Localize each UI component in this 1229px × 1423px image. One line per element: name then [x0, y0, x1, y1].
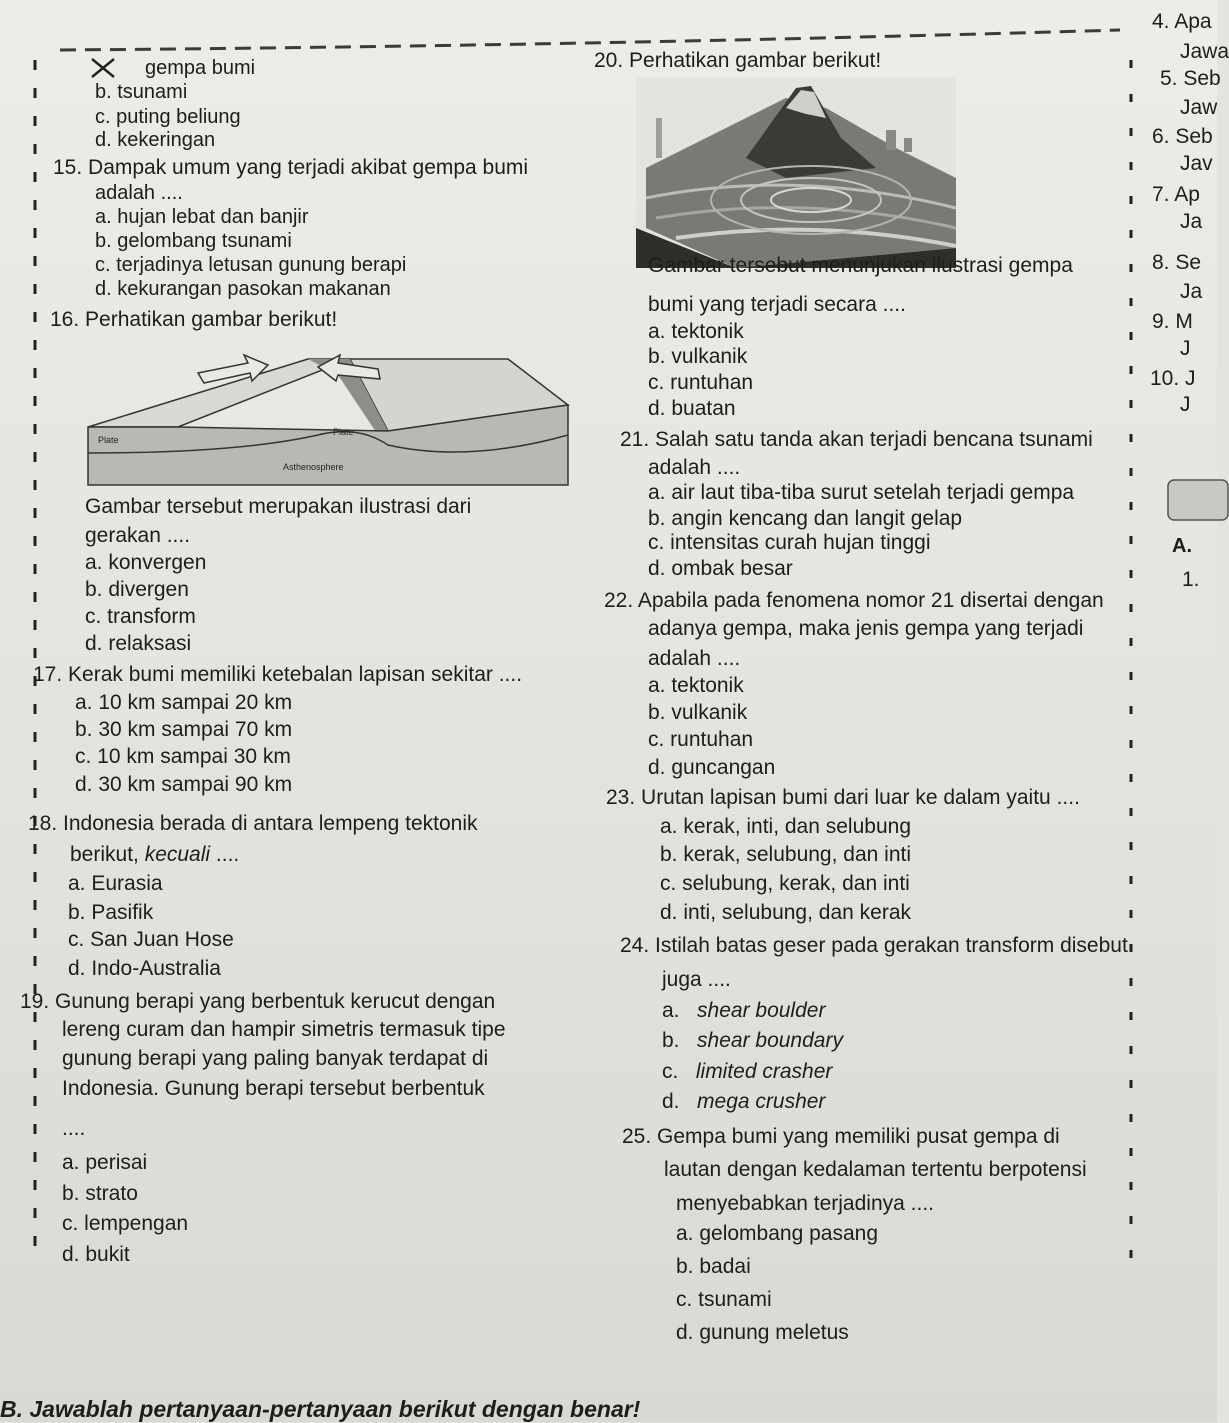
q25-option-a: a. gelombang pasang [676, 1222, 878, 1245]
q24-option-a [662, 1000, 825, 1021]
next-page-fragment [1150, 10, 1229, 660]
next-page-line: Ja [1180, 210, 1203, 233]
q15-option-c: c. terjadinya letusan gunung berapi [95, 254, 407, 276]
answer-box [1166, 478, 1226, 522]
q15-option-d: d. kekurangan pasokan makanan [95, 278, 391, 300]
next-page-line: J [1180, 337, 1191, 360]
q18-option-a: a. Eurasia [68, 872, 163, 895]
q18-option-c: c. San Juan Hose [68, 928, 234, 951]
q24-option-b [662, 1030, 843, 1051]
q25-option-c: c. tsunami [676, 1288, 772, 1311]
q22-option-a: a. tektonik [648, 674, 744, 697]
q24-option-c [662, 1061, 832, 1082]
q24-option-c-text: limited crasher [695, 1060, 833, 1083]
next-page-line: 7. Ap [1152, 183, 1200, 206]
q18-stem-italic: kecuali [144, 843, 211, 866]
q20-option-d: d. buatan [648, 397, 736, 420]
q22-option-c: c. runtuhan [648, 728, 754, 751]
q24-option-d-prefix: d. [662, 1090, 680, 1113]
q18-stem-line2 [70, 844, 239, 865]
next-page-line: A. [1172, 535, 1192, 557]
q20-option-c: c. runtuhan [648, 371, 754, 394]
q18-stem-prefix: berikut, [70, 843, 145, 866]
q25-stem-line2: lautan dengan kedalaman tertentu berpotensi [664, 1158, 1087, 1181]
q22-option-d: d. guncangan [648, 756, 776, 779]
next-page-line: 9. M [1152, 310, 1193, 333]
q21-option-d: d. ombak besar [648, 557, 793, 580]
q19-stem-line5: .... [62, 1117, 86, 1140]
q21-stem-line2: adalah .... [648, 456, 741, 479]
q24-stem-line1: 24. Istilah batas geser pada gerakan transform disebut [620, 934, 1128, 957]
q23-option-a: a. kerak, inti, dan selubung [660, 815, 911, 838]
q25-stem-line1: 25. Gempa bumi yang memiliki pusat gempa di [622, 1125, 1060, 1148]
q19-option-a: a. perisai [62, 1151, 148, 1174]
q25-stem-line3: menyebabkan terjadinya .... [676, 1192, 934, 1215]
q18-option-b: b. Pasifik [68, 901, 154, 924]
q14-option-a: gempa bumi [145, 57, 256, 79]
q21-option-b: b. angin kencang dan langit gelap [648, 507, 963, 530]
q24-option-b-text: shear boundary [697, 1029, 843, 1052]
q24-option-a-prefix: a. [662, 999, 680, 1022]
q18-stem-end: .... [210, 843, 240, 866]
next-page-line: 5. Seb [1160, 67, 1221, 90]
q14-option-b: b. tsunami [95, 81, 188, 103]
q19-option-b: b. strato [62, 1182, 138, 1205]
q15-option-b: b. gelombang tsunami [95, 230, 292, 252]
q23-stem: 23. Urutan lapisan bumi dari luar ke dalam yaitu .... [606, 786, 1080, 809]
q16-option-d: d. relaksasi [85, 632, 192, 655]
q21-option-a: a. air laut tiba-tiba surut setelah terjadi gempa [648, 481, 1075, 504]
q21-option-c: c. intensitas curah hujan tinggi [648, 531, 931, 554]
next-page-line: 1. [1182, 568, 1200, 591]
q19-option-c: c. lempengan [62, 1212, 189, 1235]
dashed-cut-line [60, 28, 1120, 58]
q18-option-d: d. Indo-Australia [68, 957, 221, 980]
q16-option-a: a. konvergen [85, 551, 207, 574]
q19-stem-line4: Indonesia. Gunung berapi tersebut berbentuk [62, 1077, 485, 1100]
q23-option-b: b. kerak, selubung, dan inti [660, 843, 911, 866]
next-page-line: Ja [1180, 280, 1203, 303]
q14-option-d: d. kekeringan [95, 129, 216, 151]
q24-stem-line2: juga .... [662, 968, 731, 991]
q21-stem-line1: 21. Salah satu tanda akan terjadi bencana tsunami [620, 428, 1093, 451]
cross-mark [88, 55, 122, 81]
q16-option-b: b. divergen [85, 578, 189, 601]
q16-option-c: c. transform [85, 605, 196, 628]
next-page-line: Jaw [1180, 96, 1218, 119]
q17-stem: 17. Kerak bumi memiliki ketebalan lapisan sekitar .... [33, 663, 523, 686]
q19-option-d: d. bukit [62, 1243, 130, 1266]
q15-stem-line2: adalah .... [95, 182, 183, 204]
q20-option-b: b. vulkanik [648, 345, 748, 368]
q22-option-b: b. vulkanik [648, 701, 748, 724]
plate-label-right: Plate [333, 427, 354, 437]
q24-option-b-prefix: b. [662, 1029, 680, 1052]
next-page-line: 8. Se [1152, 251, 1202, 274]
q19-stem-line1: 19. Gunung berapi yang berbentuk kerucut dengan [20, 990, 496, 1013]
q16-stem: 16. Perhatikan gambar berikut! [50, 308, 338, 331]
q20-option-a: a. tektonik [648, 320, 744, 343]
q15-option-a: a. hujan lebat dan banjir [95, 206, 309, 228]
next-page-line: 4. Apa [1152, 10, 1212, 33]
binding-marks-left [32, 60, 38, 1260]
q23-option-c: c. selubung, kerak, dan inti [660, 872, 910, 895]
q17-option-c: c. 10 km sampai 30 km [75, 745, 291, 768]
q20-stem: 20. Perhatikan gambar berikut! [594, 49, 882, 72]
next-page-line: Jawa [1180, 40, 1229, 63]
q15-stem-line1: 15. Dampak umum yang terjadi akibat gempa bumi [53, 156, 529, 179]
q17-option-d: d. 30 km sampai 90 km [75, 773, 293, 796]
q20-question-line1: Gambar tersebut menunjukan ilustrasi gempa [648, 254, 1073, 277]
q25-option-b: b. badai [676, 1255, 751, 1278]
next-page-line: J [1180, 393, 1191, 416]
q14-option-c: c. puting beliung [95, 106, 241, 128]
q22-stem-line1: 22. Apabila pada fenomena nomor 21 disertai dengan [604, 589, 1104, 612]
plate-divergence-figure [88, 335, 568, 485]
q16-question-line2: gerakan .... [85, 524, 191, 547]
binding-marks-right [1128, 60, 1134, 1260]
q18-stem-line1: 18. Indonesia berada di antara lempeng tektonik [28, 812, 478, 835]
plate-label-left: Plate [98, 435, 119, 445]
q22-stem-line3: adalah .... [648, 647, 741, 670]
q24-option-d [662, 1091, 825, 1112]
next-page-line: 10. J [1150, 367, 1196, 390]
q19-stem-line2: lereng curam dan hampir simetris termasuk tipe [62, 1018, 506, 1041]
q24-option-d-text: mega crusher [697, 1090, 826, 1113]
q22-stem-line2: adanya gempa, maka jenis gempa yang terjadi [648, 617, 1084, 640]
q23-option-d: d. inti, selubung, dan kerak [660, 901, 911, 924]
q25-option-d: d. gunung meletus [676, 1321, 849, 1344]
next-page-line: Jav [1180, 152, 1213, 175]
q20-question-line2: bumi yang terjadi secara .... [648, 293, 906, 316]
q16-question-line1: Gambar tersebut merupakan ilustrasi dari [85, 495, 472, 518]
q19-stem-line3: gunung berapi yang paling banyak terdapat di [62, 1047, 489, 1070]
volcano-earthquake-figure [636, 78, 956, 268]
section-b-heading: B. Jawablah pertanyaan-pertanyaan berikut dengan benar! [0, 1396, 641, 1422]
q24-option-a-text: shear boulder [697, 999, 826, 1022]
q17-option-a: a. 10 km sampai 20 km [75, 691, 293, 714]
next-page-line: 6. Seb [1152, 125, 1213, 148]
q24-option-c-prefix: c. [662, 1060, 679, 1083]
asthenosphere-label: Asthenosphere [283, 462, 344, 472]
q17-option-b: b. 30 km sampai 70 km [75, 718, 293, 741]
